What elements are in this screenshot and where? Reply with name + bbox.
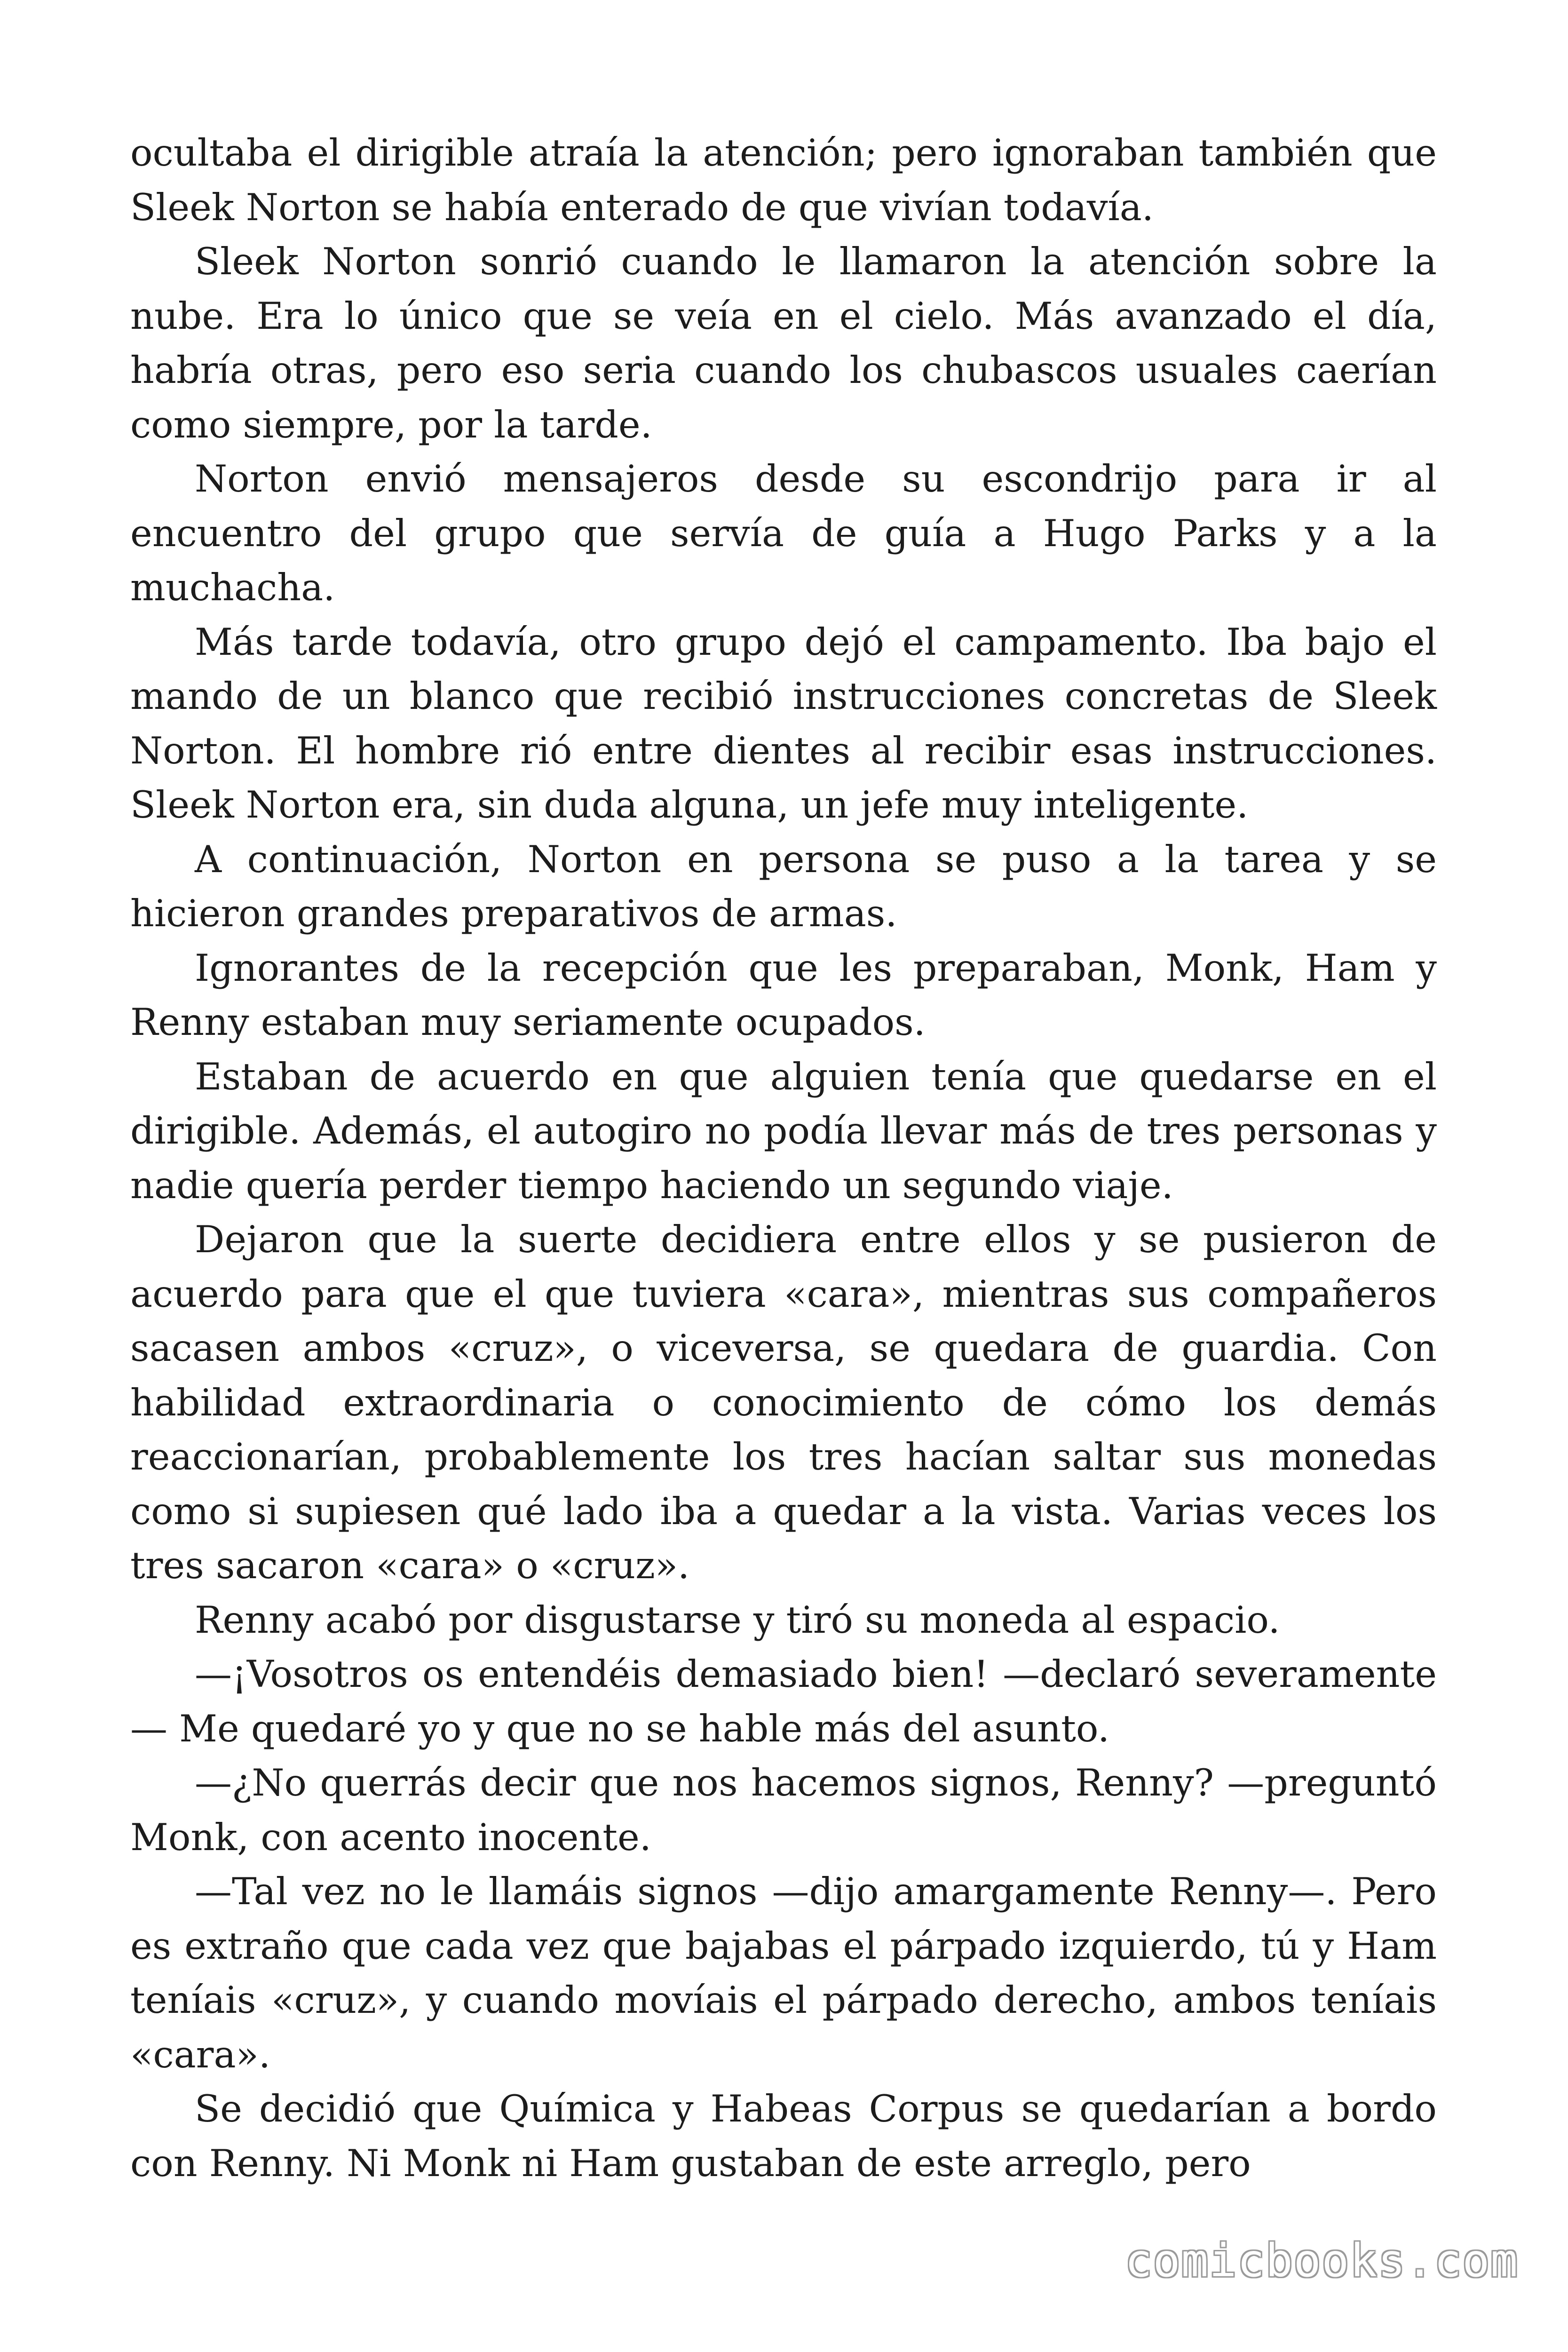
dialogue-paragraph: —¿No querrás decir que nos hacemos signos, Renny? —preguntó Monk, con acento inocente. [130, 1761, 1437, 1859]
dialogue-paragraph: —¡Vosotros os entendéis demasiado bien! —declaró severamente — Me quedaré yo y que no se hable más del asunto. [130, 1653, 1437, 1750]
paragraph: Dejaron que la suerte decidiera entre ellos y se pusieron de acuerdo para que el que tuviera «cara», mientras sus compañeros sacasen ambos «cruz», o viceversa, se quedara de guardia. Con habilidad extraordinaria o conocimiento de cómo los demás reaccionarían, probablemente los tres hacían saltar sus monedas como si supiesen qué lado iba a quedar a la vista. Varias veces los tres sacaron «cara» o «cruz». [130, 1218, 1437, 1587]
paragraph: Se decidió que Química y Habeas Corpus se quedarían a bordo con Renny. Ni Monk ni Ham gustaban de este arreglo, pero [130, 2087, 1437, 2185]
paragraph: Ignorantes de la recepción que les preparaban, Monk, Ham y Renny estaban muy seriamente ocupados. [130, 946, 1437, 1044]
paragraph-continued: ocultaba el dirigible atraía la atención; pero ignoraban también que Sleek Norton se había enterado de que vivían todavía. [130, 131, 1437, 229]
paragraph: Sleek Norton sonrió cuando le llamaron la atención sobre la nube. Era lo único que se veía en el cielo. Más avanzado el día, habría otras, pero eso seria cuando los chubascos usuales caerían como siempre, por la tarde. [130, 240, 1437, 446]
paragraph: Renny acabó por disgustarse y tiró su moneda al espacio. [195, 1598, 1280, 1642]
paragraph: Estaban de acuerdo en que alguien tenía que quedarse en el dirigible. Además, el autogiro no podía llevar más de tres personas y nadie quería perder tiempo haciendo un segundo viaje. [130, 1055, 1437, 1207]
paragraph: Norton envió mensajeros desde su escondrijo para ir al encuentro del grupo que servía de guía a Hugo Parks y a la muchacha. [130, 457, 1437, 609]
body-text [130, 126, 1437, 2191]
watermark-logo: comicbooks.com [1125, 2234, 1519, 2287]
paragraph: A continuación, Norton en persona se puso a la tarea y se hicieron grandes preparativos de armas. [130, 837, 1437, 935]
paragraph: Más tarde todavía, otro grupo dejó el campamento. Iba bajo el mando de un blanco que recibió instrucciones concretas de Sleek Norton. El hombre rió entre dientes al recibir esas instrucciones. Sleek Norton era, sin duda alguna, un jefe muy inteligente. [130, 620, 1437, 826]
dialogue-paragraph: —Tal vez no le llamáis signos —dijo amargamente Renny—. Pero es extraño que cada vez que bajabas el párpado izquierdo, tú y Ham teníais «cruz», y cuando movíais el párpado derecho, ambos teníais «cara». [130, 1870, 1437, 2076]
